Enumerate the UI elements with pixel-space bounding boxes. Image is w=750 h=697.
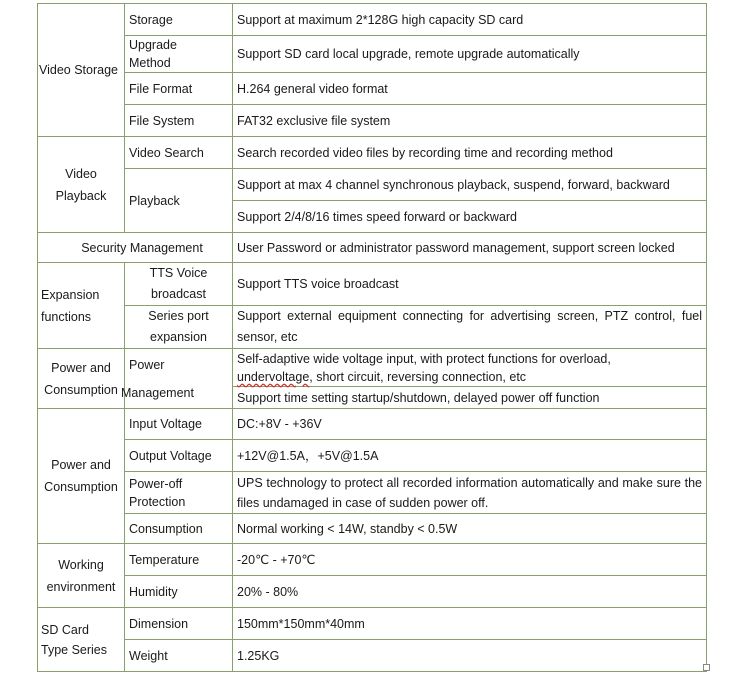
label-weight: Weight xyxy=(125,640,233,672)
category-video-playback: Video Playback xyxy=(38,137,125,233)
value-upgrade-method: Support SD card local upgrade, remote upgrade automatically xyxy=(233,36,707,73)
category-working-environment: Working environment xyxy=(38,544,125,608)
table-row xyxy=(38,349,707,387)
label-power-management: Power Management xyxy=(125,349,233,409)
value-power-timing: Support time setting startup/shutdown, delayed power off function xyxy=(233,387,707,409)
value-power-off-protection: UPS technology to protect all recorded information automatically and make sure the files undamaged in case of sudden power off. xyxy=(233,472,707,514)
spelling-marked-word: undervoltage xyxy=(237,369,310,384)
label-video-search: Video Search xyxy=(125,137,233,169)
value-humidity: 20% - 80% xyxy=(233,576,707,608)
table-row xyxy=(38,105,707,137)
value-consumption: Normal working < 14W, standby < 0.5W xyxy=(233,514,707,544)
table-row xyxy=(38,263,707,306)
value-series-port: Support external equipment connecting for advertising screen, PTZ control, fuel sensor, etc xyxy=(233,306,707,349)
table-row xyxy=(38,4,707,36)
label-file-format: File Format xyxy=(125,73,233,105)
table-row xyxy=(38,472,707,514)
category-power-consumption-1: Power and Consumption xyxy=(38,349,125,409)
value-dimension: 150mm*150mm*40mm xyxy=(233,608,707,640)
table-row xyxy=(38,640,707,672)
table-row xyxy=(38,576,707,608)
label-file-system: File System xyxy=(125,105,233,137)
category-security-management: Security Management xyxy=(38,233,233,263)
label-playback: Playback xyxy=(125,169,233,233)
value-security-management: User Password or administrator password management, support screen locked xyxy=(233,233,707,263)
category-power-consumption-2: Power and Consumption xyxy=(38,409,125,544)
value-playback-channels: Support at max 4 channel synchronous playback, suspend, forward, backward xyxy=(233,169,707,201)
value-storage: Support at maximum 2*128G high capacity SD card xyxy=(233,4,707,36)
table-row xyxy=(38,233,707,263)
label-power-off-protection: Power-off Protection xyxy=(125,472,233,514)
table-row xyxy=(38,36,707,73)
table-row xyxy=(38,544,707,576)
value-video-search: Search recorded video files by recording time and recording method xyxy=(233,137,707,169)
value-file-format: H.264 general video format xyxy=(233,73,707,105)
value-output-voltage: +12V@1.5A，+5V@1.5A xyxy=(233,440,707,472)
label-storage: Storage xyxy=(125,4,233,36)
label-humidity: Humidity xyxy=(125,576,233,608)
table-row xyxy=(38,608,707,640)
value-input-voltage: DC:+8V - +36V xyxy=(233,409,707,440)
category-sd-card-type-series: SD Card Type Series xyxy=(38,608,125,672)
label-input-voltage: Input Voltage xyxy=(125,409,233,440)
label-temperature: Temperature xyxy=(125,544,233,576)
label-tts-voice: TTS Voice broadcast xyxy=(125,263,233,306)
table-row xyxy=(38,409,707,440)
category-expansion-functions: Expansion functions xyxy=(38,263,125,349)
label-dimension: Dimension xyxy=(125,608,233,640)
table-row xyxy=(38,169,707,201)
label-series-port: Series port expansion xyxy=(125,306,233,349)
value-playback-speed: Support 2/4/8/16 times speed forward or backward xyxy=(233,201,707,233)
table-resize-handle[interactable] xyxy=(703,664,710,671)
value-power-protection: Self-adaptive wide voltage input, with protect functions for overload, undervoltage, short circuit, reversing connection, etc xyxy=(233,349,707,387)
category-video-storage: Video Storage xyxy=(38,4,125,137)
label-consumption: Consumption xyxy=(125,514,233,544)
value-file-system: FAT32 exclusive file system xyxy=(233,105,707,137)
label-upgrade-method: Upgrade Method xyxy=(125,36,233,73)
spec-table xyxy=(37,3,707,672)
table-row xyxy=(38,306,707,349)
value-weight: 1.25KG xyxy=(233,640,707,672)
value-tts-voice: Support TTS voice broadcast xyxy=(233,263,707,306)
table-row xyxy=(38,73,707,105)
table-row xyxy=(38,440,707,472)
label-output-voltage: Output Voltage xyxy=(125,440,233,472)
table-row xyxy=(38,514,707,544)
table-row xyxy=(38,137,707,169)
value-temperature: -20℃ - +70℃ xyxy=(233,544,707,576)
